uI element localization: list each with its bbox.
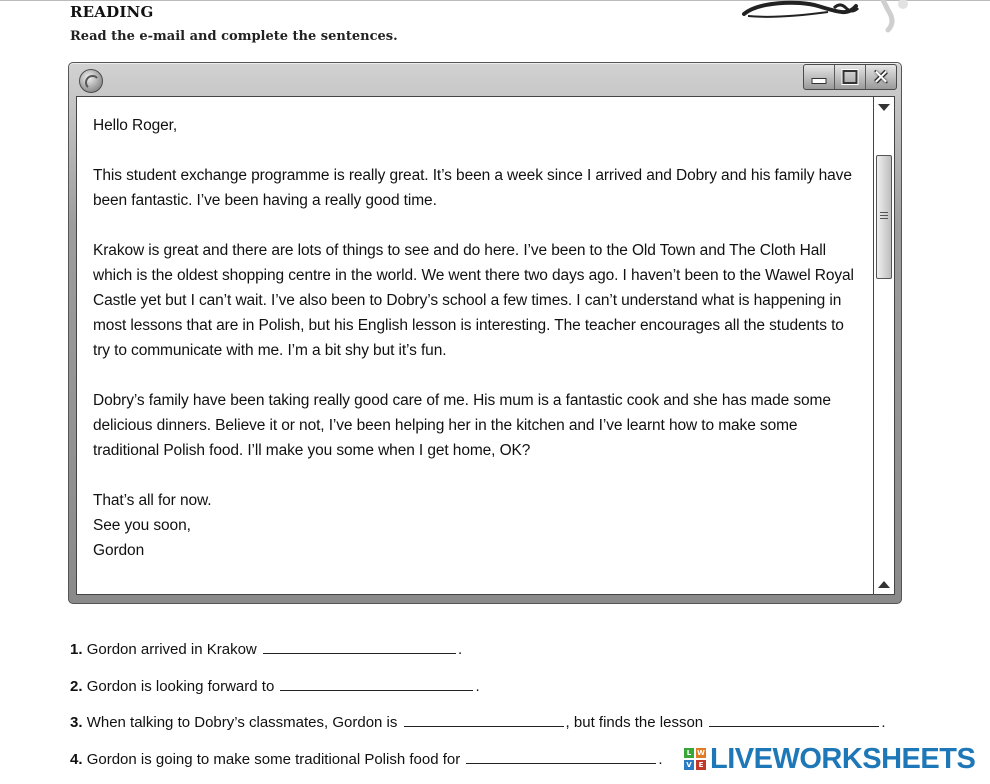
answer-blank-4[interactable] [466, 749, 656, 764]
question-number: 3. [70, 714, 83, 731]
minimize-icon [812, 78, 827, 84]
answer-blank-3a[interactable] [404, 712, 564, 727]
scroll-thumb[interactable] [876, 155, 892, 279]
grip-icon [880, 212, 888, 220]
question-text: Gordon is looking forward to [86, 678, 275, 695]
question-text: Gordon is going to make some traditional Polish food for [86, 751, 461, 768]
email-paragraph-2: Krakow is great and there are lots of things to see and do here. I’ve been to the Old Town and The Cloth Hall which is the oldest shopping centre in the world. We went there two days ago. I haven’t been to the Wawel Royal Castle yet but I can’t wait. I’ve also been to Dobry’s school a few times. I can’t understand what is happening in most lessons that are in Polish, but his English lesson is interesting. The teacher encourages all the students to try to communicate with me. I’m a bit shy but it’s fun. [93, 242, 854, 359]
answer-blank-1[interactable] [263, 639, 456, 654]
minimize-button[interactable] [804, 65, 835, 89]
question-punctuation: . [457, 641, 463, 658]
scroll-up-arrow-icon[interactable] [878, 104, 890, 111]
section-title: READING [70, 3, 154, 21]
decorative-scribble-icon [738, 0, 918, 34]
logo-square: L [684, 748, 694, 758]
email-greeting: Hello Roger, [93, 117, 178, 134]
email-signature: Gordon [93, 542, 145, 559]
email-signoff: See you soon, [93, 517, 191, 534]
logo-text: LIVEWORKSHEETS [710, 742, 976, 775]
question-2 [70, 676, 480, 695]
close-button[interactable] [866, 65, 896, 89]
close-icon: ✕ [872, 65, 890, 89]
logo-square: V [684, 760, 694, 770]
question-4 [70, 749, 663, 768]
logo-square: E [696, 760, 706, 770]
question-text: When talking to Dobry’s classmates, Gordon is [86, 714, 398, 731]
question-3 [70, 712, 885, 731]
question-number: 2. [70, 678, 83, 695]
question-number: 1. [70, 641, 83, 658]
question-text: Gordon arrived in Krakow [86, 641, 257, 658]
email-text [93, 113, 863, 563]
question-punctuation: . [881, 714, 886, 731]
window-menu-icon[interactable] [79, 69, 103, 93]
question-number: 4. [70, 751, 83, 768]
email-closing-line: That’s all for now. [93, 492, 212, 509]
maximize-button[interactable] [835, 65, 866, 89]
instructions-text: Read the e-mail and complete the sentences. [70, 29, 398, 44]
scroll-down-arrow-icon[interactable] [878, 581, 890, 588]
logo-squares-icon [684, 748, 706, 770]
email-body [76, 96, 874, 595]
email-window [68, 62, 902, 604]
liveworksheets-logo [684, 744, 975, 774]
answer-blank-2[interactable] [280, 676, 473, 691]
window-controls [803, 64, 897, 90]
maximize-icon [843, 70, 858, 84]
logo-square: W [697, 749, 705, 757]
vertical-scrollbar[interactable] [874, 96, 895, 595]
answer-blank-3b[interactable] [709, 712, 879, 727]
question-1 [70, 639, 462, 658]
email-paragraph-1: This student exchange programme is really great. It’s been a week since I arrived and Dobry and his family have been fantastic. I’ve been having a really good time. [93, 167, 852, 209]
email-paragraph-3: Dobry’s family have been taking really good care of me. His mum is a fantastic cook and she has made some delicious dinners. Believe it or not, I’ve been helping her in the kitchen and I’ve learnt how to make some traditional Polish food. I’ll make you some when I get home, OK? [93, 392, 831, 459]
question-punctuation: . [658, 751, 663, 768]
question-punctuation: . [475, 678, 480, 695]
question-text-middle: , but finds the lesson [565, 714, 704, 731]
